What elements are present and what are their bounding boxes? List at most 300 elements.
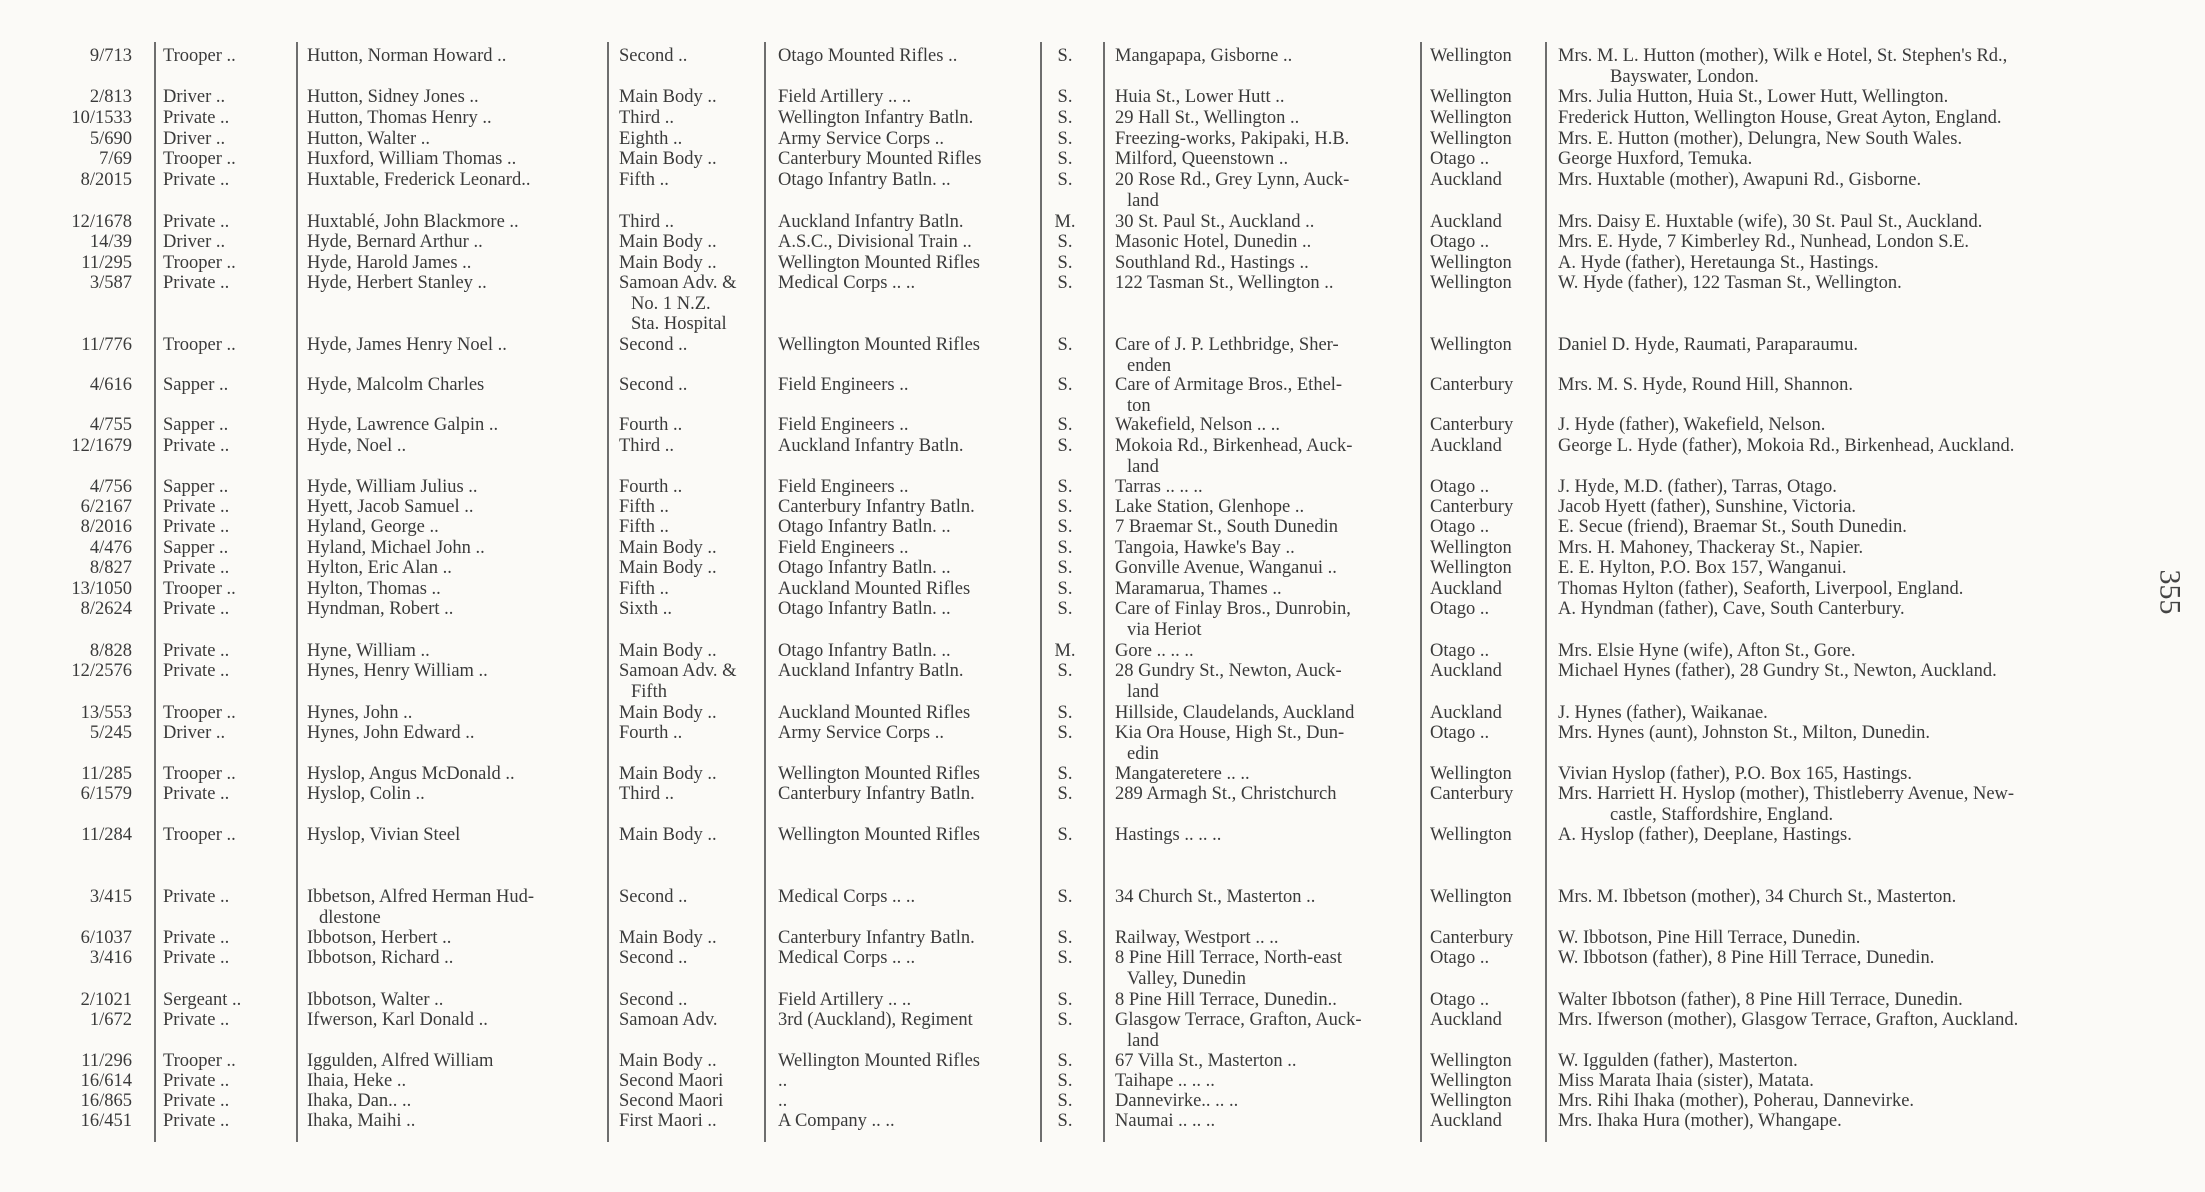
military-district: Canterbury [1430,375,1514,395]
rank: Trooper .. [163,149,236,169]
marital-status: S. [1057,477,1073,497]
regimental-number: 5/245 [89,723,132,743]
next-of-kin-line: Mrs. M. S. Hyde, Round Hill, Shannon. [1558,375,1853,395]
unit-line: Auckland Mounted Rifles [778,579,971,599]
column-rule [1103,42,1105,1142]
military-district: Auckland [1430,579,1502,599]
marital-status: S. [1057,497,1073,517]
military-district: Auckland [1430,212,1502,232]
regimental-number: 4/755 [89,415,132,435]
regimental-number: 2/1021 [80,990,132,1010]
next-of-kin-line: Walter Ibbotson (father), 8 Pine Hill Terrace, Dunedin. [1558,990,1963,1010]
last-address-line: Naumai .. .. .. [1115,1111,1216,1131]
next-of-kin-line: Mrs. Hynes (aunt), Johnston St., Milton, Dunedin. [1558,723,1931,743]
draft-line: Main Body .. [619,253,717,273]
unit-line: Otago Infantry Batln. .. [778,170,951,190]
marital-status: S. [1057,415,1073,435]
draft-line: Fifth [631,681,667,702]
soldier-name-line: Hyde, Noel .. [307,436,407,456]
last-address-line: land [1127,1030,1159,1051]
last-address-line: Mangapapa, Gisborne .. [1115,46,1293,66]
draft-line: Second .. [619,948,688,968]
military-district: Otago .. [1430,723,1490,743]
regimental-number: 11/285 [81,764,132,784]
next-of-kin-line: Michael Hynes (father), 28 Gundry St., Newton, Auckland. [1558,661,1997,681]
draft-line: Third .. [619,108,674,128]
last-address-line: 34 Church St., Masterton .. [1115,887,1316,907]
rank: Trooper .. [163,579,236,599]
soldier-name-line: Hynes, John Edward .. [307,723,475,743]
next-of-kin-line: Mrs. M. L. Hutton (mother), Wilk e Hotel, St. Stephen's Rd., [1558,46,2008,66]
rank: Private .. [163,948,230,968]
soldier-name-line: Hyde, William Julius .. [307,477,478,497]
regimental-number: 11/776 [81,335,132,355]
next-of-kin-line: E. E. Hylton, P.O. Box 157, Wanganui. [1558,558,1847,578]
regimental-number: 14/39 [89,232,132,252]
rank: Private .. [163,212,230,232]
soldier-name-line: Ihaka, Dan.. .. [307,1091,412,1111]
draft-line: Samoan Adv. & [619,661,737,681]
draft-line: Eighth .. [619,129,683,149]
draft-line: No. 1 N.Z. [631,293,711,314]
unit-line: .. [778,1071,788,1091]
military-district: Wellington [1430,273,1512,293]
draft-line: Fifth .. [619,497,669,517]
last-address-line: via Heriot [1127,619,1202,640]
rank: Private .. [163,273,230,293]
column-rule [1040,42,1042,1142]
soldier-name-line: Hutton, Thomas Henry .. [307,108,492,128]
next-of-kin-line: Daniel D. Hyde, Raumati, Paraparaumu. [1558,335,1859,355]
next-of-kin-line: W. Hyde (father), 122 Tasman St., Wellington. [1558,273,1902,293]
next-of-kin-line: George Huxford, Temuka. [1558,149,1753,169]
marital-status: S. [1057,46,1073,66]
last-address-line: ton [1127,395,1151,416]
rank: Driver .. [163,723,226,743]
last-address-line: 122 Tasman St., Wellington .. [1115,273,1334,293]
soldier-name-line: Hutton, Walter .. [307,129,431,149]
rank: Sapper .. [163,375,229,395]
rank: Driver .. [163,232,226,252]
soldier-name-line: Hutton, Sidney Jones .. [307,87,479,107]
regimental-number: 9/713 [89,46,132,66]
draft-line: Main Body .. [619,703,717,723]
military-district: Wellington [1430,253,1512,273]
last-address-line: Glasgow Terrace, Grafton, Auck- [1115,1010,1362,1030]
regimental-number: 1/672 [89,1010,132,1030]
last-address-line: land [1127,190,1159,211]
soldier-name-line: Hyland, Michael John .. [307,538,485,558]
regimental-number: 13/1050 [71,579,132,599]
military-district: Wellington [1430,764,1512,784]
rank: Private .. [163,1071,230,1091]
soldier-name-line: Hynes, Henry William .. [307,661,488,681]
marital-status: S. [1057,1091,1073,1111]
last-address-line: Huia St., Lower Hutt .. [1115,87,1285,107]
military-district: Otago .. [1430,517,1490,537]
marital-status: S. [1057,436,1073,456]
military-district: Auckland [1430,1010,1502,1030]
regimental-number: 11/284 [81,825,132,845]
soldier-name-line: Hyslop, Vivian Steel [307,825,461,845]
military-district: Wellington [1430,558,1512,578]
marital-status: S. [1057,273,1073,293]
draft-line: Sta. Hospital [631,314,727,335]
rank: Private .. [163,784,230,804]
military-district: Auckland [1430,436,1502,456]
soldier-name-line: Iggulden, Alfred William [307,1051,494,1071]
military-district: Canterbury [1430,415,1514,435]
military-district: Otago .. [1430,990,1490,1010]
next-of-kin-line: castle, Staffordshire, England. [1610,804,1834,825]
next-of-kin-line: Jacob Hyett (father), Sunshine, Victoria. [1558,497,1857,517]
regimental-number: 8/2016 [80,517,132,537]
next-of-kin-line: W. Ibbotson (father), 8 Pine Hill Terrace, Dunedin. [1558,948,1935,968]
rank: Trooper .. [163,253,236,273]
regimental-number: 8/2015 [80,170,132,190]
last-address-line: 289 Armagh St., Christchurch [1115,784,1337,804]
last-address-line: 20 Rose Rd., Grey Lynn, Auck- [1115,170,1350,190]
unit-line: 3rd (Auckland), Regiment [778,1010,973,1030]
draft-line: Third .. [619,436,674,456]
rank: Trooper .. [163,825,236,845]
unit-line: Otago Infantry Batln. .. [778,558,951,578]
military-district: Wellington [1430,108,1512,128]
column-rule [607,42,609,1142]
unit-line: Army Service Corps .. [778,723,944,743]
rank: Private .. [163,517,230,537]
marital-status: M. [1054,641,1076,661]
next-of-kin-line: Miss Marata Ihaia (sister), Matata. [1558,1071,1814,1091]
unit-line: Otago Infantry Batln. .. [778,599,951,619]
regimental-number: 16/865 [80,1091,132,1111]
soldier-name-line: Hyland, George .. [307,517,439,537]
last-address-line: Tangoia, Hawke's Bay .. [1115,538,1295,558]
unit-line: Wellington Mounted Rifles [778,253,980,273]
draft-line: Third .. [619,212,674,232]
rank: Trooper .. [163,335,236,355]
last-address-line: Mokoia Rd., Birkenhead, Auck- [1115,436,1353,456]
marital-status: S. [1057,661,1073,681]
unit-line: Field Artillery .. .. [778,990,912,1010]
next-of-kin-line: Thomas Hylton (father), Seaforth, Liverpool, England. [1558,579,1964,599]
draft-line: Fifth .. [619,170,669,190]
unit-line: Otago Infantry Batln. .. [778,517,951,537]
rank: Private .. [163,599,230,619]
regimental-number: 13/553 [80,703,132,723]
draft-line: Fourth .. [619,415,683,435]
marital-status: S. [1057,538,1073,558]
military-district: Otago .. [1430,232,1490,252]
last-address-line: Lake Station, Glenhope .. [1115,497,1305,517]
next-of-kin-line: Mrs. E. Hutton (mother), Delungra, New South Wales. [1558,129,1963,149]
next-of-kin-line: Mrs. Harriett H. Hyslop (mother), Thistleberry Avenue, New- [1558,784,2015,804]
next-of-kin-line: Mrs. E. Hyde, 7 Kimberley Rd., Nunhead, London S.E. [1558,232,1970,252]
draft-line: Second .. [619,46,688,66]
soldier-name-line: Hylton, Eric Alan .. [307,558,452,578]
rank: Private .. [163,1091,230,1111]
next-of-kin-line: A. Hyslop (father), Deeplane, Hastings. [1558,825,1852,845]
last-address-line: 28 Gundry St., Newton, Auck- [1115,661,1342,681]
marital-status: S. [1057,335,1073,355]
unit-line: Wellington Mounted Rifles [778,1051,980,1071]
last-address-line: Wakefield, Nelson .. .. [1115,415,1280,435]
soldier-name-line: dlestone [319,907,381,928]
marital-status: S. [1057,253,1073,273]
rank: Private .. [163,887,230,907]
rank: Private .. [163,558,230,578]
next-of-kin-line: Vivian Hyslop (father), P.O. Box 165, Hastings. [1558,764,1912,784]
draft-line: Main Body .. [619,928,717,948]
military-district: Auckland [1430,1111,1502,1131]
draft-line: Fifth .. [619,517,669,537]
unit-line: A Company .. .. [778,1111,895,1131]
draft-line: Main Body .. [619,149,717,169]
next-of-kin-line: Mrs. Julia Hutton, Huia St., Lower Hutt, Wellington. [1558,87,1949,107]
soldier-name-line: Huxtable, Frederick Leonard.. [307,170,531,190]
next-of-kin-line: Mrs. H. Mahoney, Thackeray St., Napier. [1558,538,1864,558]
marital-status: S. [1057,703,1073,723]
unit-line: Wellington Mounted Rifles [778,764,980,784]
regimental-number: 12/1678 [71,212,132,232]
rank: Private .. [163,641,230,661]
next-of-kin-line: J. Hyde (father), Wakefield, Nelson. [1558,415,1826,435]
unit-line: Wellington Mounted Rifles [778,825,980,845]
marital-status: S. [1057,1111,1073,1131]
military-district: Wellington [1430,1091,1512,1111]
soldier-name-line: Hyde, Bernard Arthur .. [307,232,483,252]
unit-line: Canterbury Infantry Batln. [778,928,975,948]
regimental-number: 8/828 [89,641,132,661]
military-district: Wellington [1430,1051,1512,1071]
unit-line: Canterbury Infantry Batln. [778,497,975,517]
draft-line: Samoan Adv. [619,1010,718,1030]
next-of-kin-line: Mrs. Huxtable (mother), Awapuni Rd., Gisborne. [1558,170,1922,190]
last-address-line: Gonville Avenue, Wanganui .. [1115,558,1337,578]
regimental-number: 5/690 [89,129,132,149]
draft-line: Second .. [619,375,688,395]
unit-line: Wellington Infantry Batln. [778,108,974,128]
marital-status: S. [1057,723,1073,743]
next-of-kin-line: Mrs. M. Ibbetson (mother), 34 Church St., Masterton. [1558,887,1957,907]
soldier-name-line: Ibbotson, Richard .. [307,948,454,968]
rank: Private .. [163,661,230,681]
next-of-kin-line: Mrs. Ifwerson (mother), Glasgow Terrace, Grafton, Auckland. [1558,1010,2019,1030]
military-district: Wellington [1430,335,1512,355]
draft-line: Third .. [619,784,674,804]
column-rule [154,42,156,1142]
unit-line: A.S.C., Divisional Train .. [778,232,972,252]
draft-line: Main Body .. [619,1051,717,1071]
soldier-name-line: Hyndman, Robert .. [307,599,454,619]
rank: Sapper .. [163,477,229,497]
unit-line: Medical Corps .. .. [778,273,916,293]
draft-line: Samoan Adv. & [619,273,737,293]
unit-line: Field Engineers .. [778,477,909,497]
regimental-number: 11/296 [81,1051,132,1071]
soldier-name-line: Huxtablé, John Blackmore .. [307,212,519,232]
next-of-kin-line: W. Iggulden (father), Masterton. [1558,1051,1798,1071]
last-address-line: Southland Rd., Hastings .. [1115,253,1309,273]
marital-status: S. [1057,887,1073,907]
marital-status: S. [1057,579,1073,599]
draft-line: Main Body .. [619,825,717,845]
military-district: Otago .. [1430,477,1490,497]
last-address-line: 7 Braemar St., South Dunedin [1115,517,1339,537]
last-address-line: Railway, Westport .. .. [1115,928,1279,948]
last-address-line: 30 St. Paul St., Auckland .. [1115,212,1315,232]
soldier-name-line: Ihaia, Heke .. [307,1071,407,1091]
marital-status: M. [1054,212,1076,232]
next-of-kin-line: Mrs. Ihaka Hura (mother), Whangape. [1558,1111,1842,1131]
soldier-name-line: Huxford, William Thomas .. [307,149,517,169]
regimental-number: 10/1533 [71,108,132,128]
soldier-name-line: Hyde, Herbert Stanley .. [307,273,487,293]
unit-line: Auckland Infantry Batln. [778,212,964,232]
column-rule [764,42,766,1142]
unit-line: Medical Corps .. .. [778,887,916,907]
marital-status: S. [1057,108,1073,128]
military-district: Auckland [1430,170,1502,190]
regimental-number: 3/587 [89,273,132,293]
regimental-number: 12/1679 [71,436,132,456]
military-district: Canterbury [1430,928,1514,948]
unit-line: Wellington Mounted Rifles [778,335,980,355]
regimental-number: 4/756 [89,477,132,497]
rank: Private .. [163,928,230,948]
next-of-kin-line: Bayswater, London. [1610,66,1759,87]
marital-status: S. [1057,87,1073,107]
rank: Private .. [163,436,230,456]
military-district: Otago .. [1430,149,1490,169]
next-of-kin-line: E. Secue (friend), Braemar St., South Dunedin. [1558,517,1907,537]
marital-status: S. [1057,825,1073,845]
last-address-line: enden [1127,355,1172,376]
regimental-number: 6/2167 [80,497,132,517]
unit-line: Field Artillery .. .. [778,87,912,107]
last-address-line: Dannevirke.. .. .. [1115,1091,1239,1111]
regimental-number: 16/451 [80,1111,132,1131]
last-address-line: Hillside, Claudelands, Auckland [1115,703,1355,723]
column-rule [1545,42,1547,1142]
rank: Driver .. [163,87,226,107]
regimental-number: 11/295 [81,253,132,273]
rank: Private .. [163,108,230,128]
unit-line: .. [778,1091,788,1111]
regimental-number: 7/69 [99,149,132,169]
regimental-number: 3/415 [89,887,132,907]
unit-line: Auckland Infantry Batln. [778,661,964,681]
unit-line: Field Engineers .. [778,538,909,558]
soldier-name-line: Hyett, Jacob Samuel .. [307,497,474,517]
military-district: Wellington [1430,538,1512,558]
column-rule [296,42,298,1142]
draft-line: Second .. [619,990,688,1010]
draft-line: Second Maori [619,1071,724,1091]
military-district: Canterbury [1430,784,1514,804]
marital-status: S. [1057,784,1073,804]
marital-status: S. [1057,232,1073,252]
military-district: Otago .. [1430,599,1490,619]
unit-line: Auckland Mounted Rifles [778,703,971,723]
draft-line: Main Body .. [619,538,717,558]
military-district: Auckland [1430,703,1502,723]
draft-line: Fourth .. [619,723,683,743]
rank: Trooper .. [163,764,236,784]
marital-status: S. [1057,129,1073,149]
unit-line: Otago Mounted Rifles .. [778,46,958,66]
military-district: Otago .. [1430,948,1490,968]
regimental-number: 16/614 [80,1071,132,1091]
next-of-kin-line: Frederick Hutton, Wellington House, Great Ayton, England. [1558,108,2002,128]
last-address-line: Masonic Hotel, Dunedin .. [1115,232,1312,252]
rank: Private .. [163,1111,230,1131]
soldier-name-line: Hyde, Malcolm Charles [307,375,485,395]
draft-line: Main Body .. [619,87,717,107]
rank: Trooper .. [163,1051,236,1071]
soldier-name-line: Ibbotson, Walter .. [307,990,444,1010]
last-address-line: Hastings .. .. .. [1115,825,1222,845]
marital-status: S. [1057,375,1073,395]
military-district: Canterbury [1430,497,1514,517]
next-of-kin-line: W. Ibbotson, Pine Hill Terrace, Dunedin. [1558,928,1861,948]
marital-status: S. [1057,170,1073,190]
marital-status: S. [1057,599,1073,619]
rank: Private .. [163,1010,230,1030]
last-address-line: 8 Pine Hill Terrace, North-east [1115,948,1342,968]
last-address-line: Milford, Queenstown .. [1115,149,1289,169]
military-district: Wellington [1430,1071,1512,1091]
column-rule [1420,42,1422,1142]
soldier-name-line: Hyde, Lawrence Galpin .. [307,415,499,435]
next-of-kin-line: J. Hyde, M.D. (father), Tarras, Otago. [1558,477,1837,497]
military-district: Wellington [1430,87,1512,107]
last-address-line: Care of J. P. Lethbridge, Sher- [1115,335,1339,355]
unit-line: Otago Infantry Batln. .. [778,641,951,661]
regimental-number: 6/1037 [80,928,132,948]
marital-status: S. [1057,1010,1073,1030]
draft-line: Sixth .. [619,599,672,619]
unit-line: Army Service Corps .. [778,129,944,149]
regimental-number: 8/827 [89,558,132,578]
rank: Sergeant .. [163,990,242,1010]
military-district: Wellington [1430,46,1512,66]
next-of-kin-line: J. Hynes (father), Waikanae. [1558,703,1768,723]
soldier-name-line: Hyde, Harold James .. [307,253,472,273]
draft-line: Fifth .. [619,579,669,599]
rank: Trooper .. [163,703,236,723]
soldier-name-line: Hyde, James Henry Noel .. [307,335,507,355]
draft-line: Main Body .. [619,764,717,784]
draft-line: Main Body .. [619,641,717,661]
unit-line: Auckland Infantry Batln. [778,436,964,456]
marital-status: S. [1057,764,1073,784]
military-district: Otago .. [1430,641,1490,661]
rank: Sapper .. [163,538,229,558]
marital-status: S. [1057,149,1073,169]
last-address-line: Freezing-works, Pakipaki, H.B. [1115,129,1350,149]
soldier-name-line: Hyslop, Colin .. [307,784,425,804]
unit-line: Canterbury Infantry Batln. [778,784,975,804]
next-of-kin-line: A. Hyde (father), Heretaunga St., Hastings. [1558,253,1879,273]
soldier-name-line: Ihaka, Maihi .. [307,1111,416,1131]
rank: Sapper .. [163,415,229,435]
regimental-number: 3/416 [89,948,132,968]
page-number: 355 [2153,569,2187,615]
unit-line: Field Engineers .. [778,375,909,395]
regimental-number: 12/2576 [71,661,132,681]
last-address-line: Valley, Dunedin [1127,968,1247,989]
